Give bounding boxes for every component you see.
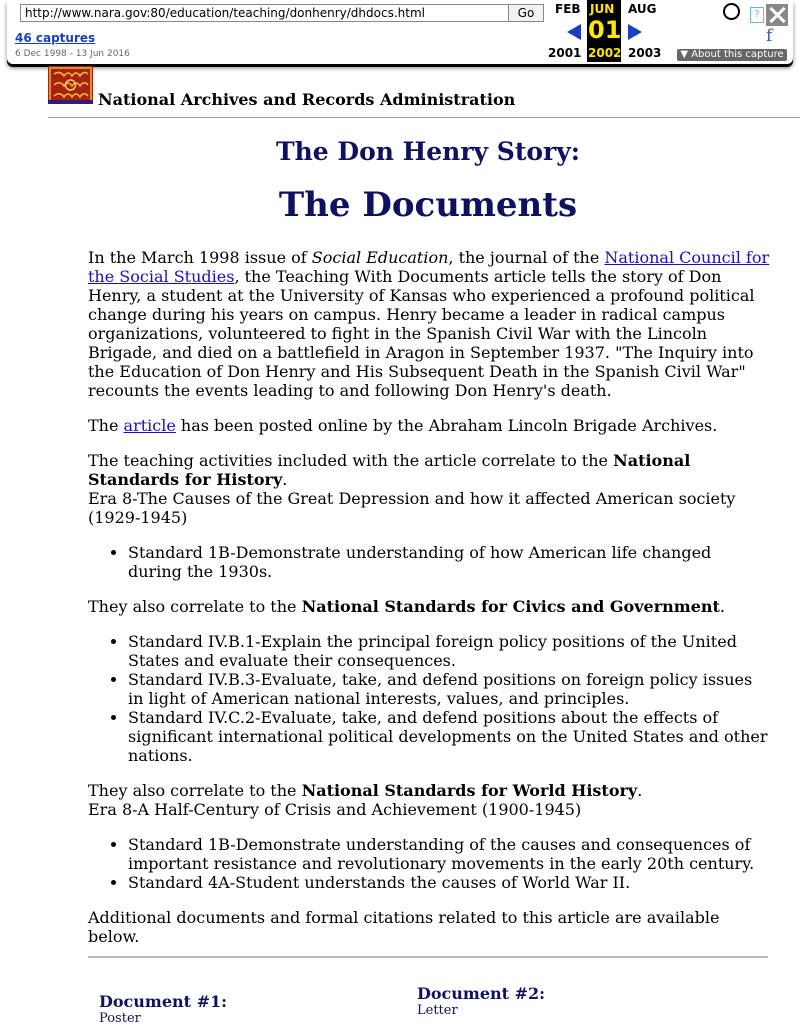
intro-text: , the Teaching With Documents article tells the story of Don Henry, a student at the University of Kansas who experienced a profound political change during his years on campus. Henry became a leader in radical campus organizations, volunteered to fight in the Spanish Civil War with the Lincoln Brigade, and died on a battlefield in Aragon in September 1937. "The Inquiry into the Education of Don Henry and His Subsequent Death in the Spanish Civil War" recounts the events leading to and following Don Henry's death. [88, 267, 755, 400]
captures-link[interactable]: 46 captures [15, 31, 96, 45]
history-standards-paragraph [88, 451, 770, 527]
org-name: National Archives and Records Administration [98, 90, 516, 109]
next-year-link[interactable]: 2003 [628, 46, 662, 60]
list-item: • Standard IV.C.2-Evaluate, take, and defend positions about the effects of significant international political developments on the United States and other nations. [128, 708, 770, 765]
current-month: JUN [590, 2, 615, 16]
prev-year-link[interactable]: 2001 [548, 46, 582, 60]
header-divider [48, 117, 800, 118]
page-title: The Documents [278, 185, 578, 225]
wayback-toolbar [7, 0, 793, 64]
circle-icon[interactable] [723, 3, 740, 20]
document-1-type: Poster [99, 1011, 141, 1026]
document-1-heading[interactable]: Document #1: [99, 992, 228, 1011]
main-content [88, 248, 770, 958]
facebook-icon[interactable]: f [766, 26, 773, 46]
world-text: They also correlate to the [88, 781, 302, 800]
civics-standards-name: National Standards for Civics and Government [301, 597, 720, 616]
civics-standards-list [88, 632, 770, 765]
additional-paragraph: Additional documents and formal citations related to this article are available below. [88, 908, 720, 946]
current-year: 2002 [588, 46, 622, 60]
history-era: Era 8-The Causes of the Great Depression and how it affected American society (1929-1945) [88, 489, 736, 527]
history-text: . [282, 470, 288, 489]
ncss-link[interactable]: National Council for the Social Studies [88, 248, 770, 286]
list-item: • Standard IV.B.3-Evaluate, take, and defend positions on foreign policy issues in light of American national interests, values, and principles. [128, 670, 770, 708]
world-era: Era 8-A Half-Century of Crisis and Achievement (1900-1945) [88, 800, 582, 819]
history-standards-name: National Standards for History [88, 451, 691, 489]
page-subtitle: The Don Henry Story: [276, 137, 580, 166]
civics-text: They also correlate to the [88, 597, 302, 616]
intro-text: , the journal of the [448, 248, 605, 267]
world-standards-list [88, 835, 770, 892]
history-standards-list [88, 543, 770, 581]
history-text: The teaching activities included with the article correlate to the [88, 451, 614, 470]
close-icon[interactable] [766, 4, 788, 26]
next-month-link[interactable]: AUG [628, 2, 657, 16]
list-item: • Standard 4A-Student understands the causes of World War II. [128, 873, 770, 892]
journal-name: Social Education [311, 248, 449, 267]
current-day: 01 [588, 16, 622, 44]
civics-standards-paragraph [88, 597, 770, 616]
world-standards-name: National Standards for World History [301, 781, 638, 800]
document-2-type: Letter [417, 1003, 458, 1018]
prev-month-link[interactable]: FEB [555, 2, 581, 16]
intro-paragraph [88, 248, 770, 400]
go-button[interactable]: Go [508, 4, 544, 22]
article-text: The [88, 416, 124, 435]
wayback-url-input[interactable] [20, 4, 510, 22]
intro-text: In the March 1998 issue of [88, 248, 312, 267]
list-item: • Standard IV.B.1-Explain the principal foreign policy positions of the United States and evaluate their consequences. [128, 632, 770, 670]
document-2-heading[interactable]: Document #2: [417, 984, 546, 1003]
article-link[interactable]: article [123, 416, 176, 435]
world-standards-paragraph [88, 781, 770, 819]
prev-capture-arrow-icon[interactable] [567, 24, 581, 40]
nara-seal-icon[interactable] [48, 66, 93, 104]
help-icon[interactable]: ? [750, 7, 764, 23]
article-text: has been posted online by the Abraham Lincoln Brigade Archives. [175, 416, 718, 435]
content-divider [88, 956, 768, 958]
capture-date-range: 6 Dec 1998 - 13 Jun 2016 [15, 49, 130, 59]
list-item: • Standard 1B-Demonstrate understanding of the causes and consequences of important resistance and revolutionary movements in the early 20th century. [128, 835, 770, 873]
next-capture-arrow-icon[interactable] [628, 24, 642, 40]
world-text: . [637, 781, 643, 800]
civics-text: . [719, 597, 725, 616]
about-capture-button[interactable]: ▼ About this capture [677, 49, 787, 61]
article-paragraph [88, 416, 770, 435]
list-item: • Standard 1B-Demonstrate understanding of how American life changed during the 1930s. [128, 543, 770, 581]
